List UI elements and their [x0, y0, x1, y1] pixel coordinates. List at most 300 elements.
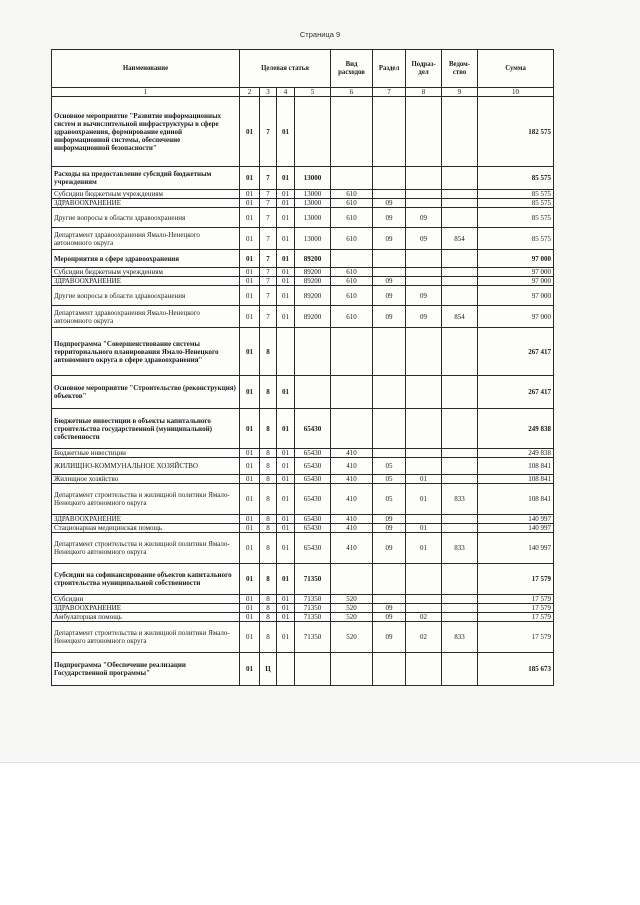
table-row: [52, 190, 554, 199]
cell-subprogram: 8: [260, 515, 277, 524]
cell-subsection: 02: [406, 613, 442, 622]
cell-direction: 65430: [295, 484, 331, 515]
table-row: [52, 595, 554, 604]
cell-department: 833: [442, 484, 478, 515]
cell-sum: 85 575: [478, 190, 554, 199]
cell-activity: 01: [277, 449, 295, 458]
cell-name: ЗДРАВООХРАНЕНИЕ: [52, 277, 240, 286]
cell-section: 09: [373, 208, 406, 228]
cell-name: Субсидии на софинансирование объектов капитального строительства муниципальной собственности: [52, 564, 240, 595]
column-number: 5: [295, 88, 331, 97]
cell-activity: 01: [277, 409, 295, 449]
cell-subsection: 09: [406, 208, 442, 228]
cell-sum: 267 417: [478, 376, 554, 409]
cell-name: Субсидии бюджетным учреждениям: [52, 190, 240, 199]
cell-section: 09: [373, 277, 406, 286]
cell-department: [442, 653, 478, 686]
cell-section: 05: [373, 458, 406, 475]
cell-name: Департамент строительства и жилищной политики Ямало-Ненецкого автономного округа: [52, 622, 240, 653]
cell-section: 09: [373, 604, 406, 613]
cell-name: Департамент здравоохранения Ямало-Ненецкого автономного округа: [52, 306, 240, 328]
cell-program: 01: [240, 268, 260, 277]
cell-name: Жилищное хозяйство: [52, 475, 240, 484]
cell-name: Расходы на предоставление субсидий бюджетным учреждениям: [52, 167, 240, 190]
cell-subsection: 01: [406, 475, 442, 484]
cell-section: [373, 409, 406, 449]
cell-subprogram: 8: [260, 484, 277, 515]
cell-activity: 01: [277, 97, 295, 167]
cell-name: ЖИЛИЩНО-КОММУНАЛЬНОЕ ХОЗЯЙСТВО: [52, 458, 240, 475]
cell-department: [442, 409, 478, 449]
cell-sum: 185 673: [478, 653, 554, 686]
cell-direction: 89200: [295, 306, 331, 328]
cell-activity: 01: [277, 208, 295, 228]
cell-subprogram: 8: [260, 564, 277, 595]
cell-sum: 108 841: [478, 475, 554, 484]
cell-activity: 01: [277, 458, 295, 475]
cell-subprogram: 7: [260, 208, 277, 228]
table-row: [52, 449, 554, 458]
cell-direction: 89200: [295, 250, 331, 268]
cell-expense-type: 610: [331, 190, 373, 199]
cell-section: 09: [373, 199, 406, 208]
cell-sum: 97 000: [478, 277, 554, 286]
table-row: [52, 199, 554, 208]
cell-subprogram: 7: [260, 167, 277, 190]
cell-sum: 249 838: [478, 409, 554, 449]
cell-subprogram: Ц: [260, 653, 277, 686]
cell-department: [442, 250, 478, 268]
cell-program: 01: [240, 228, 260, 250]
column-number: 7: [373, 88, 406, 97]
cell-department: 854: [442, 228, 478, 250]
cell-department: [442, 475, 478, 484]
cell-subprogram: 8: [260, 449, 277, 458]
cell-sum: 182 575: [478, 97, 554, 167]
cell-activity: 01: [277, 190, 295, 199]
cell-direction: 71350: [295, 622, 331, 653]
cell-expense-type: 610: [331, 306, 373, 328]
cell-name: Другие вопросы в области здравоохранения: [52, 286, 240, 306]
cell-sum: 108 841: [478, 484, 554, 515]
cell-subsection: [406, 250, 442, 268]
cell-name: Другие вопросы в области здравоохранения: [52, 208, 240, 228]
cell-expense-type: [331, 564, 373, 595]
cell-activity: 01: [277, 268, 295, 277]
cell-program: 01: [240, 564, 260, 595]
cell-department: 833: [442, 622, 478, 653]
cell-direction: [295, 328, 331, 376]
cell-program: 01: [240, 167, 260, 190]
cell-subsection: 09: [406, 228, 442, 250]
cell-subsection: [406, 595, 442, 604]
table-row: [52, 376, 554, 409]
cell-subprogram: 8: [260, 376, 277, 409]
cell-name: Подпрограмма "Совершенствование системы территориального планирования Ямало-Ненецкого автономного округа в сфере здравоохранения": [52, 328, 240, 376]
cell-expense-type: 520: [331, 595, 373, 604]
cell-activity: 01: [277, 475, 295, 484]
cell-direction: 13000: [295, 199, 331, 208]
cell-subsection: [406, 268, 442, 277]
cell-sum: 85 575: [478, 228, 554, 250]
cell-name: Стационарная медицинская помощь: [52, 524, 240, 533]
cell-activity: 01: [277, 199, 295, 208]
cell-department: [442, 613, 478, 622]
cell-section: [373, 595, 406, 604]
table-row: [52, 250, 554, 268]
cell-expense-type: 410: [331, 458, 373, 475]
cell-direction: 89200: [295, 268, 331, 277]
cell-activity: 01: [277, 604, 295, 613]
cell-expense-type: 520: [331, 613, 373, 622]
cell-subprogram: 8: [260, 533, 277, 564]
cell-subsection: 09: [406, 286, 442, 306]
cell-activity: 01: [277, 622, 295, 653]
cell-expense-type: 610: [331, 228, 373, 250]
cell-activity: 01: [277, 228, 295, 250]
column-number: 6: [331, 88, 373, 97]
cell-department: [442, 199, 478, 208]
cell-activity: 01: [277, 376, 295, 409]
cell-subprogram: 7: [260, 306, 277, 328]
cell-expense-type: [331, 97, 373, 167]
cell-activity: 01: [277, 167, 295, 190]
cell-activity: 01: [277, 286, 295, 306]
table-row: [52, 622, 554, 653]
table-row: [52, 306, 554, 328]
header-expense-type: Вид расходов: [331, 50, 373, 88]
table-row: [52, 97, 554, 167]
header-department: Ведом-ство: [442, 50, 478, 88]
cell-sum: 85 575: [478, 208, 554, 228]
cell-subsection: [406, 376, 442, 409]
cell-department: [442, 277, 478, 286]
cell-department: [442, 268, 478, 277]
cell-section: [373, 653, 406, 686]
cell-section: 09: [373, 306, 406, 328]
cell-direction: [295, 97, 331, 167]
table-row: [52, 475, 554, 484]
table-row: [52, 524, 554, 533]
header-name: Наименование: [52, 50, 240, 88]
table-row: [52, 268, 554, 277]
cell-program: 01: [240, 449, 260, 458]
table-row: [52, 286, 554, 306]
cell-name: Субсидии: [52, 595, 240, 604]
cell-program: 01: [240, 475, 260, 484]
cell-subsection: 01: [406, 533, 442, 564]
cell-section: 09: [373, 286, 406, 306]
cell-sum: 108 841: [478, 458, 554, 475]
cell-name: Бюджетные инвестиции в объекты капитального строительства государственной (муниципальной) собственности: [52, 409, 240, 449]
cell-department: [442, 458, 478, 475]
cell-name: Департамент строительства и жилищной политики Ямало-Ненецкого автономного округа: [52, 533, 240, 564]
cell-program: 01: [240, 376, 260, 409]
table-row: [52, 613, 554, 622]
cell-subsection: [406, 328, 442, 376]
cell-subsection: [406, 458, 442, 475]
cell-direction: 71350: [295, 564, 331, 595]
cell-program: 01: [240, 604, 260, 613]
cell-program: 01: [240, 595, 260, 604]
cell-direction: [295, 653, 331, 686]
cell-subsection: [406, 167, 442, 190]
cell-subsection: [406, 409, 442, 449]
cell-subsection: [406, 97, 442, 167]
cell-expense-type: [331, 328, 373, 376]
cell-section: 05: [373, 484, 406, 515]
cell-section: [373, 449, 406, 458]
cell-activity: 01: [277, 524, 295, 533]
cell-activity: 01: [277, 564, 295, 595]
cell-sum: 267 417: [478, 328, 554, 376]
column-numbers-row: [52, 88, 554, 97]
cell-subsection: [406, 190, 442, 199]
budget-table: [51, 49, 554, 686]
table-row: [52, 208, 554, 228]
cell-department: [442, 604, 478, 613]
cell-expense-type: [331, 250, 373, 268]
cell-department: [442, 208, 478, 228]
cell-activity: 01: [277, 484, 295, 515]
cell-expense-type: [331, 167, 373, 190]
table-row: [52, 328, 554, 376]
cell-sum: 140 997: [478, 533, 554, 564]
cell-subprogram: 7: [260, 190, 277, 199]
cell-sum: 85 575: [478, 199, 554, 208]
cell-sum: 249 838: [478, 449, 554, 458]
header-sum: Сумма: [478, 50, 554, 88]
cell-expense-type: 610: [331, 277, 373, 286]
cell-direction: 13000: [295, 190, 331, 199]
cell-department: [442, 595, 478, 604]
cell-expense-type: 520: [331, 604, 373, 613]
cell-name: ЗДРАВООХРАНЕНИЕ: [52, 604, 240, 613]
cell-expense-type: [331, 376, 373, 409]
cell-subsection: [406, 515, 442, 524]
table-row: [52, 515, 554, 524]
cell-subprogram: 8: [260, 613, 277, 622]
cell-subprogram: 7: [260, 199, 277, 208]
cell-subprogram: 7: [260, 268, 277, 277]
column-number: 8: [406, 88, 442, 97]
cell-program: 01: [240, 97, 260, 167]
cell-activity: [277, 653, 295, 686]
cell-name: ЗДРАВООХРАНЕНИЕ: [52, 199, 240, 208]
cell-department: [442, 328, 478, 376]
cell-sum: 97 000: [478, 268, 554, 277]
column-number: 2: [240, 88, 260, 97]
header-subsection: Подраз-дел: [406, 50, 442, 88]
cell-direction: 71350: [295, 604, 331, 613]
cell-subsection: [406, 653, 442, 686]
cell-name: Департамент здравоохранения Ямало-Ненецкого автономного округа: [52, 228, 240, 250]
cell-subprogram: 7: [260, 286, 277, 306]
column-number: 9: [442, 88, 478, 97]
table-row: [52, 484, 554, 515]
cell-section: [373, 268, 406, 277]
cell-section: [373, 376, 406, 409]
cell-sum: 140 997: [478, 524, 554, 533]
cell-section: [373, 190, 406, 199]
cell-expense-type: 410: [331, 484, 373, 515]
cell-subsection: [406, 564, 442, 595]
cell-name: Субсидии бюджетным учреждениям: [52, 268, 240, 277]
table-row: [52, 228, 554, 250]
cell-direction: 13000: [295, 228, 331, 250]
cell-direction: 13000: [295, 167, 331, 190]
cell-sum: 97 000: [478, 250, 554, 268]
cell-subprogram: 8: [260, 595, 277, 604]
cell-subprogram: 8: [260, 458, 277, 475]
header-target: Целевая статья: [240, 50, 331, 88]
table-body: [52, 97, 554, 686]
cell-name: Бюджетные инвестиции: [52, 449, 240, 458]
cell-direction: 71350: [295, 595, 331, 604]
cell-department: [442, 190, 478, 199]
cell-subsection: 01: [406, 484, 442, 515]
cell-name: Департамент строительства и жилищной политики Ямало-Ненецкого автономного округа: [52, 484, 240, 515]
cell-section: 09: [373, 515, 406, 524]
cell-program: 01: [240, 328, 260, 376]
cell-department: [442, 376, 478, 409]
page-label: Страница 9: [299, 30, 341, 39]
table-row: [52, 533, 554, 564]
cell-section: 09: [373, 533, 406, 564]
cell-department: [442, 449, 478, 458]
cell-program: 01: [240, 613, 260, 622]
cell-subsection: [406, 277, 442, 286]
cell-program: 01: [240, 409, 260, 449]
cell-subsection: 01: [406, 524, 442, 533]
header-row: [52, 50, 554, 88]
cell-program: 01: [240, 208, 260, 228]
cell-expense-type: 520: [331, 622, 373, 653]
cell-direction: 65430: [295, 409, 331, 449]
cell-expense-type: 610: [331, 199, 373, 208]
cell-program: 01: [240, 286, 260, 306]
cell-name: Основное мероприятие "Строительство (реконструкция) объектов": [52, 376, 240, 409]
cell-direction: 65430: [295, 533, 331, 564]
cell-direction: 65430: [295, 458, 331, 475]
cell-section: 05: [373, 475, 406, 484]
cell-department: 854: [442, 306, 478, 328]
table-row: [52, 653, 554, 686]
cell-section: [373, 328, 406, 376]
cell-activity: [277, 328, 295, 376]
cell-department: [442, 97, 478, 167]
table-row: [52, 277, 554, 286]
column-number: 10: [478, 88, 554, 97]
cell-subprogram: 8: [260, 604, 277, 613]
table-row: [52, 458, 554, 475]
cell-sum: 140 997: [478, 515, 554, 524]
column-number: 3: [260, 88, 277, 97]
cell-subprogram: 7: [260, 277, 277, 286]
cell-expense-type: [331, 409, 373, 449]
header-section: Раздел: [373, 50, 406, 88]
cell-sum: 17 579: [478, 622, 554, 653]
cell-section: [373, 564, 406, 595]
table-row: [52, 167, 554, 190]
column-number: 4: [277, 88, 295, 97]
cell-program: 01: [240, 524, 260, 533]
cell-direction: 65430: [295, 515, 331, 524]
cell-direction: 71350: [295, 613, 331, 622]
cell-department: 833: [442, 533, 478, 564]
cell-subprogram: 7: [260, 97, 277, 167]
cell-name: ЗДРАВООХРАНЕНИЕ: [52, 515, 240, 524]
cell-subprogram: 8: [260, 524, 277, 533]
table-row: [52, 604, 554, 613]
cell-section: [373, 167, 406, 190]
cell-expense-type: 410: [331, 524, 373, 533]
cell-subprogram: 7: [260, 250, 277, 268]
column-number: 1: [52, 88, 240, 97]
cell-subsection: [406, 449, 442, 458]
cell-sum: 17 579: [478, 604, 554, 613]
cell-subprogram: 7: [260, 228, 277, 250]
cell-activity: 01: [277, 250, 295, 268]
cell-program: 01: [240, 653, 260, 686]
cell-program: 01: [240, 458, 260, 475]
cell-section: 09: [373, 524, 406, 533]
cell-name: Амбулаторная помощь: [52, 613, 240, 622]
cell-program: 01: [240, 533, 260, 564]
cell-expense-type: 410: [331, 449, 373, 458]
cell-subsection: 02: [406, 622, 442, 653]
cell-section: 09: [373, 613, 406, 622]
cell-sum: 85 575: [478, 167, 554, 190]
cell-name: Мероприятия в сфере здравоохранения: [52, 250, 240, 268]
table-row: [52, 564, 554, 595]
cell-direction: 13000: [295, 208, 331, 228]
table-row: [52, 409, 554, 449]
cell-activity: 01: [277, 533, 295, 564]
cell-direction: [295, 376, 331, 409]
cell-direction: 65430: [295, 449, 331, 458]
cell-subprogram: 8: [260, 328, 277, 376]
cell-section: [373, 97, 406, 167]
cell-subsection: [406, 604, 442, 613]
cell-activity: 01: [277, 595, 295, 604]
cell-activity: 01: [277, 613, 295, 622]
cell-department: [442, 167, 478, 190]
cell-program: 01: [240, 306, 260, 328]
cell-expense-type: 410: [331, 533, 373, 564]
cell-subsection: 09: [406, 306, 442, 328]
cell-expense-type: 610: [331, 286, 373, 306]
cell-program: 01: [240, 622, 260, 653]
cell-sum: 97 000: [478, 306, 554, 328]
cell-activity: 01: [277, 306, 295, 328]
cell-program: 01: [240, 277, 260, 286]
cell-section: 09: [373, 228, 406, 250]
cell-department: [442, 515, 478, 524]
cell-program: 01: [240, 190, 260, 199]
cell-direction: 89200: [295, 277, 331, 286]
cell-name: Подпрограмма "Обеспечение реализации Государственной программы": [52, 653, 240, 686]
cell-subsection: [406, 199, 442, 208]
cell-activity: 01: [277, 515, 295, 524]
cell-sum: 17 579: [478, 595, 554, 604]
cell-subprogram: 8: [260, 475, 277, 484]
cell-program: 01: [240, 484, 260, 515]
cell-program: 01: [240, 515, 260, 524]
cell-section: [373, 250, 406, 268]
cell-name: Основное мероприятие "Развитие информационных систем и вычислительной инфраструктуры в сфере здравоохранения, формирование единой информационной системы, обеспечение информационной безопасности": [52, 97, 240, 167]
cell-section: 09: [373, 622, 406, 653]
